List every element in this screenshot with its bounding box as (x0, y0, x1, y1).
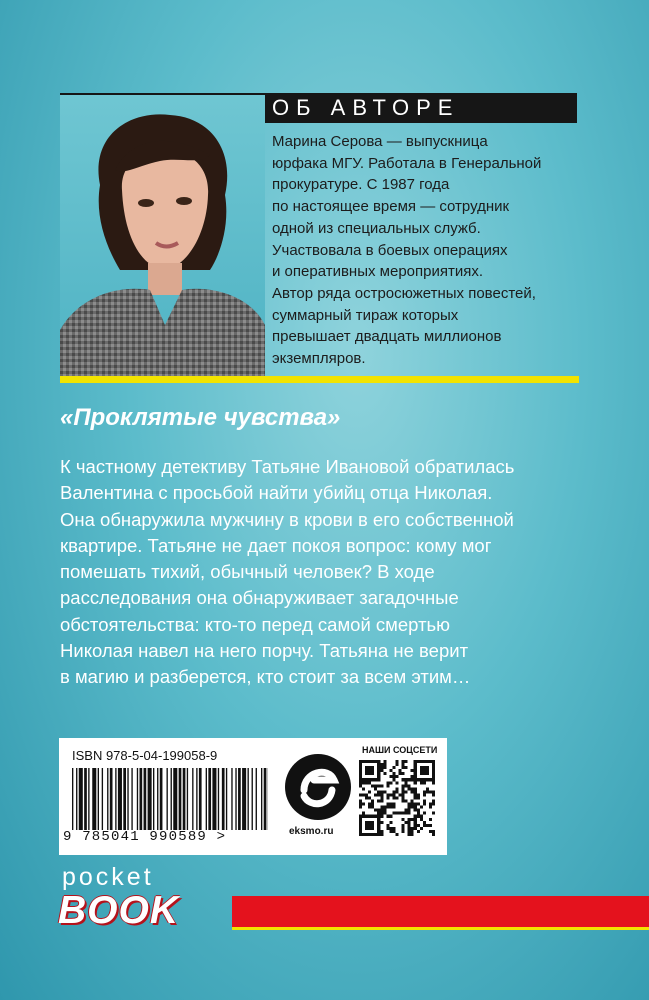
series-logo-pocket: pocket (62, 863, 154, 891)
annotation-line: К частному детективу Татьяне Ивановой обратилась (60, 456, 515, 477)
bio-line: Участвовала в боевых операциях (272, 241, 508, 259)
annotation-line: Она обнаружила мужчину в крови в его собственной (60, 508, 514, 530)
bio-line: Автор ряда остросюжетных повестей, (272, 284, 536, 302)
social-networks-label: НАШИ СОЦСЕТИ (362, 745, 438, 755)
isbn-number: ISBN 978-5-04-199058-9 (72, 748, 218, 763)
author-bio (272, 131, 592, 370)
bio-line: экземпляров. (272, 350, 366, 368)
book-annotation (60, 454, 600, 691)
bio-line: и оперативных мероприятиях. (272, 263, 484, 281)
annotation-line: квартире. Татьяне не дает покоя вопрос: кому мог (60, 534, 492, 556)
publisher-website: eksmo.ru (289, 826, 334, 837)
barcode-icon (72, 768, 268, 830)
series-logo-book: BOOK (58, 889, 179, 932)
bio-line: суммарный тираж которых (272, 306, 459, 324)
annotation-line: Николая навел на него порчу. Татьяна не верит (60, 640, 469, 662)
annotation-line: в магию и разберется, кто стоит за всем этим… (60, 666, 471, 688)
author-portrait-image (60, 95, 265, 376)
bio-line: одной из специальных служб. (272, 219, 481, 237)
bio-line: прокуратуре. С 1987 года (272, 176, 450, 194)
book-title: «Проклятые чувства» (60, 404, 341, 431)
barcode-digits: 9 785041 990589 > (63, 829, 227, 845)
bio-line: по настоящее время — сотрудник (272, 198, 510, 216)
annotation-line: помешать тихий, обычный человек? В ходе (60, 561, 435, 583)
section-divider-bar (60, 376, 579, 383)
bio-line: Марина Серова — выпускница (272, 133, 488, 150)
author-photo (60, 95, 265, 376)
series-red-bar (232, 896, 649, 927)
eksmo-logo-icon (284, 750, 352, 824)
series-yellow-stripe (232, 927, 649, 930)
bio-line: юрфака МГУ. Работала в Генеральной (272, 154, 542, 172)
annotation-line: расследования она обнаруживает загадочные (60, 587, 459, 609)
annotation-line: обстоятельства: кто-то перед самой смертью (60, 613, 451, 635)
author-section-title: ОБ АВТОРЕ (272, 95, 460, 120)
bio-line: превышает двадцать миллионов (272, 328, 502, 346)
qr-code-icon (359, 760, 435, 836)
publisher-info-box (59, 738, 447, 855)
annotation-line: Валентина с просьбой найти убийц отца Николая. (60, 482, 493, 504)
